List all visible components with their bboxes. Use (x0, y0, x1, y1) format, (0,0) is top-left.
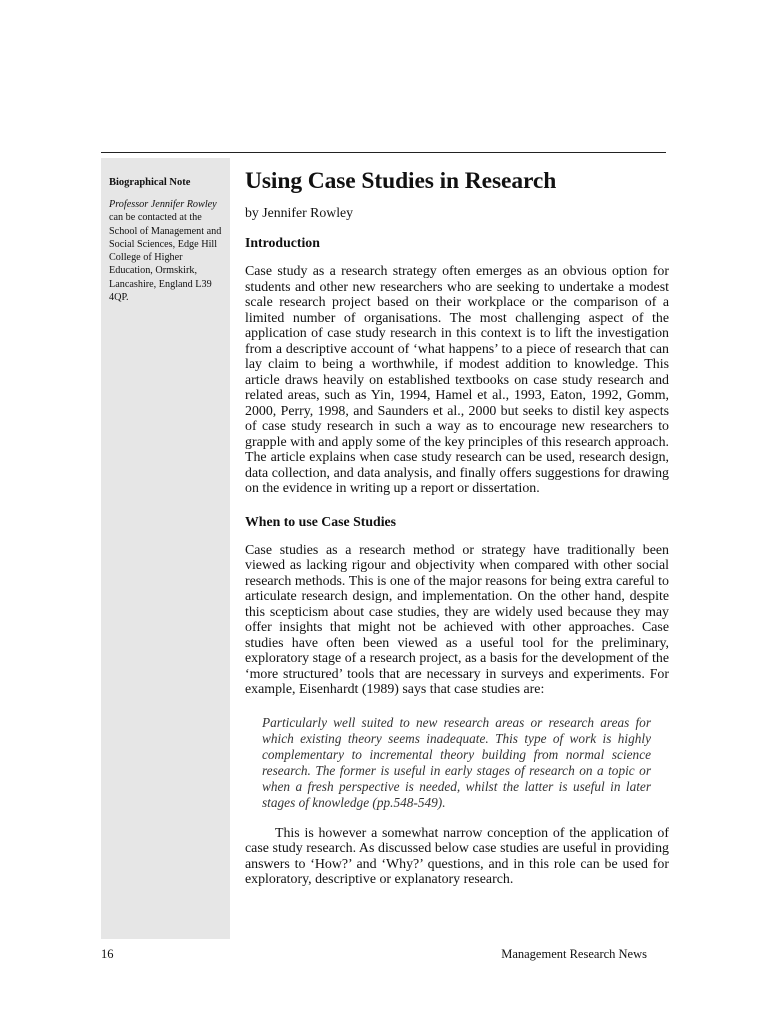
page-number: 16 (101, 947, 114, 961)
article-title: Using Case Studies in Research (245, 168, 557, 194)
header-rule (101, 152, 666, 153)
author-name: Professor Jennifer Rowley (109, 199, 217, 210)
bio-text (109, 198, 222, 304)
introduction-paragraph: Case study as a research strategy often emerges as an obvious option for students and other new researchers who are seeking to undertake a modest scale research project based on their workplace or the comparison of a limited number of organisations. The most challenging aspect of the application of case study research in this context is to lift the investigation from a descriptive account of ‘what happens’ to a piece of research that can lay claim to being a worthwhile, if modest addition to knowledge. This article draws heavily on established textbooks on case study research and related areas, such as Yin, 1994, Hamel et al., 1993, Eaton, 1992, Gomm, 2000, Perry, 1998, and Saunders et al., 2000 but seeks to distil key aspects of case study research in such a way as to encourage new researchers to grapple with and apply some of the key principles of this research approach. The article explains when case study research can be used, research design, data collection, and data analysis, and finally offers suggestions for drawing on the evidence in writing up a report or dissertation. (245, 264, 669, 496)
block-quote: Particularly well suited to new research areas or research areas for which existing theory seems inadequate. This type of work is highly complementary to incremental theory building from normal science research. The former is useful in early stages of research on a topic or when a fresh perspective is needed, whilst the latter is useful in later stages of knowledge (pp.548-549). (262, 714, 651, 810)
introduction-heading: Introduction (245, 235, 320, 250)
bio-heading: Biographical Note (109, 177, 191, 188)
journal-name: Management Research News (501, 947, 647, 961)
closing-paragraph: This is however a somewhat narrow conception of the application of case study research. As discussed below case studies are useful in providing answers to ‘How?’ and ‘Why?’ questions, and in this role can be used for exploratory, descriptive or explanatory research. (245, 825, 669, 887)
author-contact: can be contacted at the School of Management and Social Sciences, Edge Hill College of Higher Education, Ormskirk, Lancashire, England L39 4QP. (109, 212, 222, 304)
when-to-use-heading: When to use Case Studies (245, 513, 397, 529)
biographical-note-sidebar (101, 158, 230, 939)
article-byline: by Jennifer Rowley (245, 205, 354, 220)
when-to-use-paragraph: Case studies as a research method or strategy have traditionally been viewed as lacking rigour and objectivity when compared with other social research methods. This is one of the major reasons for being extra careful to articulate research design, and implementation. On the other hand, despite this scepticism about case studies, they are widely used because they may offer insights that might not be achieved with other approaches. Case studies have often been viewed as a useful tool for the preliminary, exploratory stage of a research project, as a basis for the development of the ‘more structured’ tools that are necessary in surveys and experiments. For example, Eisenhardt (1989) says that case studies are: (245, 542, 669, 697)
article-body (245, 166, 669, 888)
